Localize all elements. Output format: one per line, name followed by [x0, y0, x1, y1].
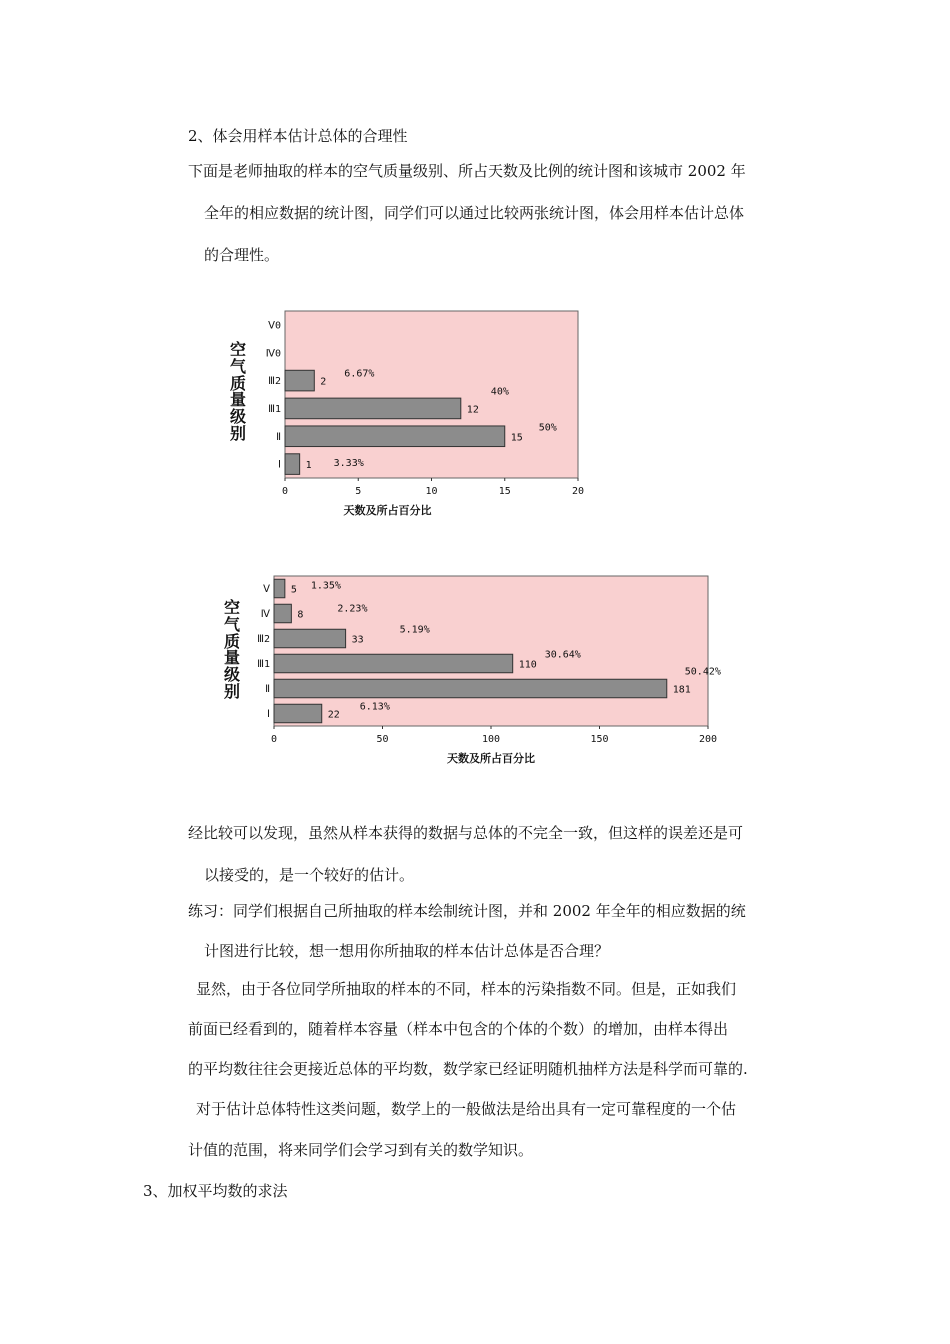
conclusion-line-1: 经比较可以发现，虽然从样本获得的数据与总体的不完全一致，但这样的误差还是可	[188, 824, 744, 842]
para2-line-2: 计值的范围，将来同学们会学习到有关的数学知识。	[188, 1141, 534, 1159]
value-label: 33	[351, 634, 364, 646]
intro-line-2: 全年的相应数据的统计图，同学们可以通过比较两张统计图，体会用样本估计总体	[204, 204, 745, 222]
percent-label: 2.23%	[337, 603, 368, 615]
value-label: 22	[327, 709, 340, 721]
bar	[285, 426, 505, 447]
chart2-ylabel: 空气质量级别	[223, 598, 240, 701]
value-label: 8	[297, 609, 304, 621]
value-label: 5	[290, 584, 297, 596]
x-tick-label: 100	[481, 734, 501, 745]
chart1-ylabel: 空气质量级别	[229, 340, 246, 443]
percent-label: 1.35%	[310, 580, 341, 592]
x-tick-label: 0	[281, 486, 289, 497]
exercise-line-1: 练习：同学们根据自己所抽取的样本绘制统计图，并和 2002 年全年的相应数据的统	[188, 902, 746, 920]
value-label: 2	[320, 376, 327, 388]
x-tick-label: 150	[590, 734, 609, 745]
para1-line-2: 前面已经看到的，随着样本容量（样本中包含的个体的个数）的增加，由样本得出	[188, 1020, 729, 1038]
percent-label: 30.64%	[544, 649, 581, 661]
bar	[285, 398, 461, 419]
percent-label: 40%	[490, 386, 509, 398]
category-label: Ⅲ2	[257, 634, 270, 645]
bar	[274, 579, 285, 598]
bar	[274, 654, 513, 673]
x-axis-label: 天数及所占百分比	[447, 752, 535, 765]
x-tick-label: 200	[698, 734, 718, 745]
plot-area	[285, 311, 578, 478]
x-tick-label: 50	[376, 734, 389, 745]
x-tick-label: 0	[270, 734, 278, 745]
x-axis-label: 天数及所占百分比	[343, 504, 432, 517]
percent-label: 6.67%	[344, 368, 375, 380]
value-label: 110	[518, 659, 537, 671]
bar	[274, 679, 667, 698]
chart2-svg	[240, 570, 740, 770]
category-label: Ⅱ	[276, 431, 281, 443]
category-label: Ⅲ1	[257, 659, 270, 670]
section3-heading: 3、加权平均数的求法	[143, 1182, 288, 1200]
bar	[274, 604, 291, 623]
percent-label: 50.42%	[684, 666, 721, 678]
category-label: Ⅰ	[267, 709, 270, 720]
para2-line-1: 对于估计总体特性这类问题，数学上的一般做法是给出具有一定可靠程度的一个估	[196, 1100, 737, 1118]
conclusion-line-2: 以接受的，是一个较好的估计。	[204, 866, 415, 884]
category-label: Ⅰ	[278, 459, 281, 471]
category-label: Ⅳ	[260, 609, 270, 620]
intro-line-1: 下面是老师抽取的样本的空气质量级别、所占天数及比例的统计图和该城市 2002 年	[188, 162, 746, 180]
para1-line-3: 的平均数往往会更接近总体的平均数，数学家已经证明随机抽样方法是科学而可靠的.	[188, 1060, 748, 1078]
x-tick-label: 15	[498, 486, 511, 497]
chart1-sample	[240, 305, 600, 525]
category-label: Ⅴ	[263, 584, 270, 595]
bar	[274, 629, 346, 648]
value-label: 12	[466, 404, 479, 416]
chart1-svg	[240, 305, 600, 525]
category-label: Ⅲ1	[268, 403, 281, 415]
chart2-population	[240, 570, 740, 770]
bar	[285, 370, 314, 391]
section2-heading: 2、体会用样本估计总体的合理性	[188, 127, 408, 145]
percent-label: 5.19%	[399, 624, 430, 636]
value-label: 1	[305, 460, 312, 472]
value-label: 15	[510, 432, 523, 444]
bar	[274, 704, 322, 723]
percent-label: 3.33%	[333, 458, 364, 470]
category-label: Ⅱ	[265, 684, 270, 695]
bar	[285, 454, 300, 475]
para1-line-1: 显然，由于各位同学所抽取的样本的不同，样本的污染指数不同。但是，正如我们	[196, 980, 737, 998]
category-label: Ⅴ0	[268, 320, 281, 332]
exercise-line-2: 计图进行比较，想一想用你所抽取的样本估计总体是否合理？	[204, 942, 610, 960]
category-label: Ⅳ0	[265, 348, 281, 360]
category-label: Ⅲ2	[268, 376, 281, 388]
value-label: 181	[672, 684, 691, 696]
x-tick-label: 10	[425, 486, 438, 497]
intro-line-3: 的合理性。	[204, 246, 280, 264]
x-tick-label: 20	[571, 486, 585, 497]
x-tick-label: 5	[355, 486, 362, 497]
percent-label: 6.13%	[359, 701, 390, 713]
percent-label: 50%	[538, 422, 557, 434]
plot-area	[274, 576, 708, 726]
